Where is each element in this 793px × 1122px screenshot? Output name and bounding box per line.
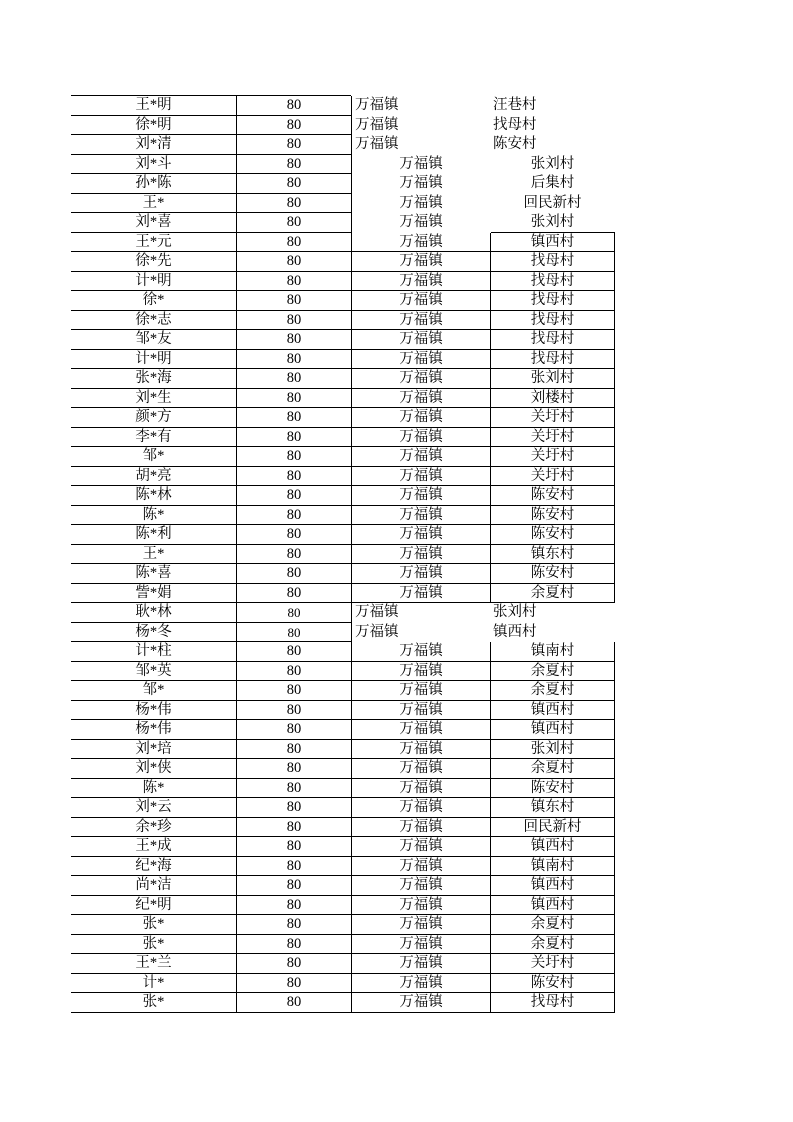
village-cell: 陈安村: [490, 974, 615, 994]
name-cell: 耿*林: [71, 603, 236, 623]
table-row: [71, 584, 616, 604]
score-cell: 80: [236, 252, 351, 272]
town-cell: 万福镇: [351, 525, 490, 545]
town-cell: 万福镇: [351, 467, 490, 487]
name-cell: 訾*娟: [71, 584, 236, 604]
town-cell: 万福镇: [351, 915, 490, 935]
name-cell: 邹*: [71, 447, 236, 467]
village-cell: 张刘村: [490, 369, 615, 389]
score-cell: 80: [236, 935, 351, 955]
name-cell: 王*: [71, 545, 236, 565]
village-cell: 余夏村: [490, 584, 615, 604]
name-cell: 胡*亮: [71, 467, 236, 487]
village-cell: 余夏村: [490, 662, 615, 682]
town-cell: 万福镇: [351, 174, 490, 194]
table-row: [71, 993, 616, 1013]
score-cell: 80: [236, 720, 351, 740]
table-row: [71, 525, 616, 545]
score-cell: 80: [236, 740, 351, 760]
village-cell: 回民新村: [523, 194, 582, 211]
village-cell: 关圩村: [490, 467, 615, 487]
score-cell: 80: [236, 759, 351, 779]
village-cell: 找母村: [490, 993, 615, 1013]
table-row: [71, 252, 616, 272]
town-cell: 万福镇: [351, 486, 490, 506]
score-cell: 80: [236, 330, 351, 350]
table-row: [71, 467, 616, 487]
table-row: [71, 701, 616, 721]
score-cell: 80: [236, 291, 351, 311]
town-cell: 万福镇: [351, 155, 490, 175]
village-cell: 张刘村: [530, 214, 575, 230]
score-cell: 80: [236, 642, 351, 662]
table-row: [71, 116, 616, 136]
table-row: [71, 194, 616, 214]
village-cell: 关圩村: [490, 447, 615, 467]
village-cell: 余夏村: [490, 915, 615, 935]
score-cell: 80: [236, 155, 351, 175]
table-row: [71, 96, 616, 116]
town-cell: 万福镇: [351, 779, 490, 799]
town-cell: 万福镇: [351, 954, 490, 974]
name-cell: 王*成: [71, 837, 236, 857]
name-cell: 王*: [71, 194, 236, 214]
village-cell: 关圩村: [490, 954, 615, 974]
town-cell: 万福镇: [351, 564, 490, 584]
score-cell: 80: [236, 213, 351, 233]
town-cell: 万福镇: [351, 837, 490, 857]
village-cell: 找母村: [493, 116, 537, 133]
table-row: [71, 369, 616, 389]
town-cell: 万福镇: [351, 213, 490, 233]
name-cell: 纪*明: [71, 896, 236, 916]
table-row: [71, 818, 616, 838]
town-cell: 万福镇: [351, 389, 490, 409]
village-cell: 找母村: [490, 311, 615, 331]
town-cell: 万福镇: [351, 935, 490, 955]
table-row: [71, 915, 616, 935]
town-cell: 万福镇: [351, 623, 490, 643]
town-cell: 万福镇: [351, 311, 490, 331]
table-row: [71, 486, 616, 506]
village-cell: 张刘村: [530, 155, 575, 172]
name-cell: 余*珍: [71, 818, 236, 838]
table-row: [71, 564, 616, 584]
village-cell: 余夏村: [490, 681, 615, 701]
name-cell: 邹*友: [71, 330, 236, 350]
table-row: [71, 389, 616, 409]
village-cell: 关圩村: [490, 408, 615, 428]
name-cell: 刘*清: [71, 135, 236, 155]
table-row: [71, 408, 616, 428]
table-row: [71, 174, 616, 194]
score-cell: 80: [236, 428, 351, 448]
village-cell: 余夏村: [490, 935, 615, 955]
score-cell: 80: [236, 350, 351, 370]
town-cell: 万福镇: [351, 759, 490, 779]
table-row: [71, 798, 616, 818]
table-row: [71, 740, 616, 760]
name-cell: 徐*明: [71, 116, 236, 136]
name-cell: 刘*斗: [71, 155, 236, 175]
village-cell: 镇西村: [493, 623, 537, 640]
village-cell: 余夏村: [490, 759, 615, 779]
village-cell: 找母村: [490, 272, 615, 292]
table-row: [71, 506, 616, 526]
village-cell: 找母村: [490, 291, 615, 311]
name-cell: 邹*: [71, 681, 236, 701]
table-row: [71, 876, 616, 896]
name-cell: 陈*: [71, 506, 236, 526]
table-row: [71, 623, 616, 643]
table-row: [71, 291, 616, 311]
score-cell: 80: [236, 506, 351, 526]
town-cell: 万福镇: [351, 974, 490, 994]
score-cell: 80: [236, 837, 351, 857]
village-cell: 镇南村: [490, 857, 615, 877]
village-cell: 镇西村: [490, 701, 615, 721]
town-cell: 万福镇: [351, 876, 490, 896]
score-cell: 80: [236, 701, 351, 721]
town-cell: 万福镇: [351, 96, 490, 116]
score-cell: 80: [236, 623, 351, 643]
name-cell: 刘*培: [71, 740, 236, 760]
score-cell: 80: [236, 311, 351, 331]
score-cell: 80: [236, 779, 351, 799]
table-row: [71, 837, 616, 857]
name-cell: 杨*冬: [71, 623, 236, 643]
village-cell: 刘楼村: [490, 389, 615, 409]
town-cell: 万福镇: [351, 272, 490, 292]
name-cell: 刘*生: [71, 389, 236, 409]
score-cell: 80: [236, 467, 351, 487]
table-row: [71, 135, 616, 155]
score-cell: 80: [236, 447, 351, 467]
town-cell: 万福镇: [351, 818, 490, 838]
town-cell: 万福镇: [351, 642, 490, 662]
town-cell: 万福镇: [351, 252, 490, 272]
score-cell: 80: [236, 408, 351, 428]
table-row: [71, 720, 616, 740]
table-row: [71, 896, 616, 916]
name-cell: 陈*林: [71, 486, 236, 506]
table-row: [71, 330, 616, 350]
score-cell: 80: [236, 272, 351, 292]
score-cell: 80: [236, 818, 351, 838]
name-cell: 杨*伟: [71, 701, 236, 721]
village-cell: 后集村: [530, 175, 575, 191]
village-cell: 镇西村: [490, 837, 615, 857]
table-row: [71, 681, 616, 701]
name-cell: 陈*利: [71, 525, 236, 545]
village-cell: 找母村: [490, 330, 615, 350]
town-cell: 万福镇: [351, 233, 490, 253]
name-cell: 计*柱: [71, 642, 236, 662]
name-cell: 刘*侠: [71, 759, 236, 779]
town-cell: 万福镇: [351, 408, 490, 428]
score-cell: 80: [236, 662, 351, 682]
score-cell: 80: [236, 135, 351, 155]
score-cell: 80: [236, 525, 351, 545]
town-cell: 万福镇: [351, 428, 490, 448]
name-cell: 刘*喜: [71, 213, 236, 233]
name-cell: 徐*先: [71, 252, 236, 272]
score-cell: 80: [236, 915, 351, 935]
table-row: [71, 545, 616, 565]
score-cell: 80: [236, 174, 351, 194]
village-cell: 陈安村: [490, 506, 615, 526]
name-cell: 张*: [71, 993, 236, 1013]
score-cell: 80: [236, 564, 351, 584]
name-cell: 计*: [71, 974, 236, 994]
table-row: [71, 233, 616, 253]
name-cell: 陈*: [71, 779, 236, 799]
score-cell: 80: [236, 603, 351, 623]
table-row: [71, 311, 616, 331]
town-cell: 万福镇: [351, 701, 490, 721]
village-cell: 陈安村: [490, 486, 615, 506]
score-cell: 80: [236, 545, 351, 565]
village-cell: 找母村: [490, 350, 615, 370]
town-cell: 万福镇: [351, 506, 490, 526]
name-cell: 王*明: [71, 96, 236, 116]
town-cell: 万福镇: [351, 545, 490, 565]
table-row: [71, 428, 616, 448]
score-cell: 80: [236, 584, 351, 604]
name-cell: 杨*伟: [71, 720, 236, 740]
town-cell: 万福镇: [351, 720, 490, 740]
town-cell: 万福镇: [351, 369, 490, 389]
town-cell: 万福镇: [351, 447, 490, 467]
score-cell: 80: [236, 389, 351, 409]
village-cell: 陈安村: [493, 136, 537, 152]
town-cell: 万福镇: [351, 194, 490, 214]
name-cell: 王*元: [71, 233, 236, 253]
table-row: [71, 213, 616, 233]
table-row: [71, 759, 616, 779]
town-cell: 万福镇: [351, 330, 490, 350]
village-cell: 镇西村: [490, 233, 615, 253]
table-row: [71, 603, 616, 623]
name-cell: 计*明: [71, 272, 236, 292]
table-row: [71, 155, 616, 175]
score-cell: 80: [236, 798, 351, 818]
name-cell: 徐*: [71, 291, 236, 311]
town-cell: 万福镇: [351, 896, 490, 916]
name-cell: 张*: [71, 935, 236, 955]
table-row: [71, 662, 616, 682]
name-cell: 孙*陈: [71, 174, 236, 194]
town-cell: 万福镇: [351, 662, 490, 682]
village-cell: 陈安村: [490, 525, 615, 545]
name-cell: 纪*海: [71, 857, 236, 877]
village-cell: 陈安村: [490, 564, 615, 584]
town-cell: 万福镇: [351, 116, 490, 136]
town-cell: 万福镇: [351, 135, 490, 155]
village-cell: 张刘村: [490, 740, 615, 760]
table-row: [71, 935, 616, 955]
score-cell: 80: [236, 486, 351, 506]
table-row: [71, 642, 616, 662]
name-cell: 张*: [71, 915, 236, 935]
name-cell: 陈*喜: [71, 564, 236, 584]
score-cell: 80: [236, 857, 351, 877]
name-cell: 尚*洁: [71, 876, 236, 896]
score-cell: 80: [236, 896, 351, 916]
name-cell: 计*明: [71, 350, 236, 370]
town-cell: 万福镇: [351, 603, 490, 623]
score-cell: 80: [236, 993, 351, 1013]
name-cell: 颜*方: [71, 408, 236, 428]
table-row: [71, 272, 616, 292]
village-cell: 陈安村: [490, 779, 615, 799]
table-row: [71, 447, 616, 467]
score-cell: 80: [236, 954, 351, 974]
town-cell: 万福镇: [351, 993, 490, 1013]
town-cell: 万福镇: [351, 584, 490, 604]
table-row: [71, 350, 616, 370]
town-cell: 万福镇: [351, 291, 490, 311]
town-cell: 万福镇: [351, 857, 490, 877]
table-row: [71, 779, 616, 799]
name-cell: 刘*云: [71, 798, 236, 818]
name-cell: 张*海: [71, 369, 236, 389]
town-cell: 万福镇: [351, 798, 490, 818]
score-cell: 80: [236, 233, 351, 253]
village-cell: 镇西村: [490, 720, 615, 740]
town-cell: 万福镇: [351, 681, 490, 701]
name-cell: 李*有: [71, 428, 236, 448]
name-cell: 徐*志: [71, 311, 236, 331]
score-cell: 80: [236, 681, 351, 701]
score-cell: 80: [236, 974, 351, 994]
village-cell: 汪巷村: [493, 97, 537, 113]
village-cell: 镇西村: [490, 876, 615, 896]
village-cell: 镇南村: [490, 642, 615, 662]
score-cell: 80: [236, 194, 351, 214]
village-cell: 回民新村: [490, 818, 615, 838]
table-row: [71, 954, 616, 974]
village-cell: 镇东村: [490, 545, 615, 565]
village-cell: 镇西村: [490, 896, 615, 916]
village-cell: 镇东村: [490, 798, 615, 818]
name-cell: 邹*英: [71, 662, 236, 682]
score-cell: 80: [236, 876, 351, 896]
town-cell: 万福镇: [351, 740, 490, 760]
name-cell: 王*兰: [71, 954, 236, 974]
table-row: [71, 974, 616, 994]
score-cell: 80: [236, 369, 351, 389]
village-cell: 关圩村: [490, 428, 615, 448]
table-row: [71, 857, 616, 877]
score-cell: 80: [236, 96, 351, 116]
village-cell: 张刘村: [493, 604, 537, 620]
village-cell: 找母村: [490, 252, 615, 272]
score-cell: 80: [236, 116, 351, 136]
town-cell: 万福镇: [351, 350, 490, 370]
